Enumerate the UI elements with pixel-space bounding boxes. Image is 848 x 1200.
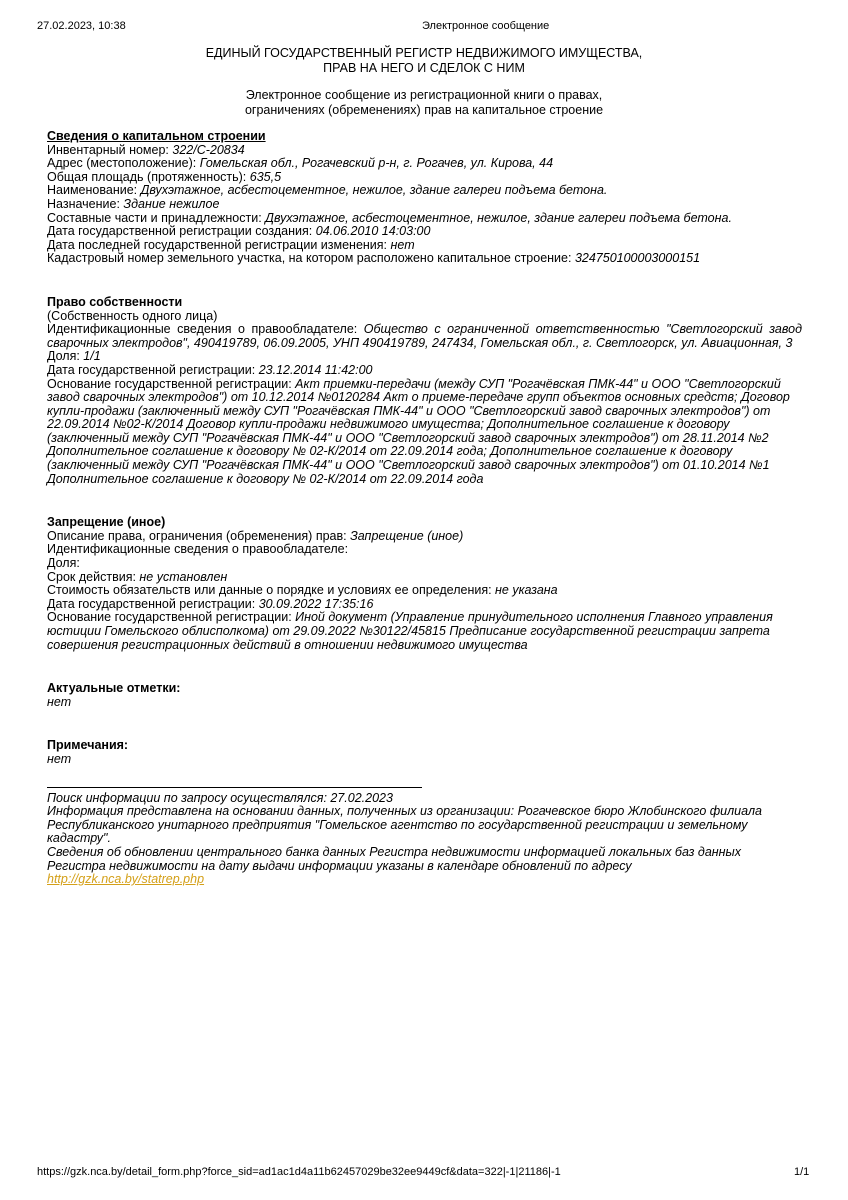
- ownership-reg-date-label: Дата государственной регистрации:: [47, 362, 259, 377]
- prohibition-term-value: не установлен: [139, 569, 228, 584]
- name-label: Наименование:: [47, 183, 141, 198]
- notes-title: Примечания:: [47, 738, 129, 753]
- name-row: [47, 184, 802, 198]
- prohibition-basis-value: Иной документ (Управление принудительного исполнения Главного управления юстиции Гомельского облисполкома) от 29.09.2022 №30122/45815 Предписание государственной регистрации запрета совершения регистрационных действий в отношении недвижимого имущества: [47, 610, 773, 652]
- statrep-link[interactable]: http://gzk.nca.by/statrep.php: [47, 872, 205, 887]
- ownership-basis-label: Основание государственной регистрации:: [47, 376, 296, 391]
- source-info: Информация представлена на основании данных, полученных из организации: Рогачевское бюро Жлобинского филиала Республиканского унитарного предприятия "Гомельское агентство по государственной регистрации и земельному кадастру".: [47, 804, 762, 846]
- prohibition-section: [47, 516, 802, 652]
- ownership-share-value: 1/1: [83, 349, 101, 364]
- actual-marks-title: Актуальные отметки:: [47, 681, 181, 696]
- building-section: [47, 130, 802, 266]
- notes-value: нет: [47, 751, 72, 766]
- spacer: [47, 709, 802, 739]
- reg-created-value: 04.06.2010 14:03:00: [315, 224, 431, 239]
- document-subtitle-line-1: Электронное сообщение из регистрационной книги о правах,: [245, 88, 603, 102]
- print-datetime: 27.02.2023, 10:38: [37, 20, 126, 32]
- cadastral-value: 324750100003000151: [574, 251, 701, 266]
- prohibition-cost-label: Стоимость обязательств или данные о порядке и условиях ее определения:: [47, 583, 496, 598]
- reg-changed-value: нет: [390, 237, 415, 252]
- ownership-section: [47, 296, 802, 486]
- reg-created-label: Дата государственной регистрации создания:: [47, 224, 316, 239]
- address-label: Адрес (местоположение):: [47, 156, 200, 171]
- prohibition-desc-row: [47, 530, 802, 544]
- prohibition-desc-label: Описание права, ограничения (обременения) прав:: [47, 528, 351, 543]
- reg-changed-row: [47, 239, 802, 253]
- spacer: [47, 266, 802, 296]
- parts-label: Составные части и принадлежности:: [47, 210, 266, 225]
- inventory-number-value: 322/C-20834: [172, 142, 245, 157]
- prohibition-cost-row: [47, 584, 802, 598]
- spacer: [47, 652, 802, 682]
- inventory-number-label: Инвентарный номер:: [47, 142, 173, 157]
- purpose-value: Здание нежилое: [123, 196, 220, 211]
- document-title-line-1: ЕДИНЫЙ ГОСУДАРСТВЕННЫЙ РЕГИСТР НЕДВИЖИМОГО ИМУЩЕСТВА,: [205, 46, 643, 60]
- ownership-holder-label: Идентификационные сведения о правообладателе:: [47, 322, 364, 337]
- search-info: Поиск информации по запросу осуществлялся: 27.02.2023: [47, 790, 393, 805]
- ownership-section-title: Право собственности: [47, 294, 183, 309]
- parts-row: [47, 212, 802, 226]
- print-page-title: Электронное сообщение: [422, 20, 550, 32]
- cadastral-label: Кадастровый номер земельного участка, на котором расположено капитальное строение:: [47, 251, 575, 266]
- page-number: 1/1: [794, 1166, 810, 1178]
- page-url: https://gzk.nca.by/detail_form.php?force_sid=ad1ac1d4a11b62457029be32ee9449cf&data=322|-1|21186|-1: [37, 1166, 561, 1178]
- reg-created-row: [47, 225, 802, 239]
- actual-marks-section: [47, 682, 802, 709]
- prohibition-basis-label: Основание государственной регистрации:: [47, 610, 296, 625]
- prohibition-term-label: Срок действия:: [47, 569, 140, 584]
- prohibition-reg-date-row: [47, 598, 802, 612]
- ownership-holder-row: [47, 323, 802, 350]
- ownership-basis-row: [47, 378, 802, 487]
- purpose-label: Назначение:: [47, 196, 124, 211]
- inventory-number-row: [47, 144, 802, 158]
- building-section-title: Сведения о капитальном строении: [47, 129, 266, 143]
- ownership-share-row: [47, 350, 802, 364]
- notes-section: [47, 739, 802, 766]
- parts-value: Двухэтажное, асбестоцементное, нежилое, здание галереи подъема бетона.: [265, 210, 732, 225]
- prohibition-share-label: Доля:: [47, 556, 80, 571]
- footnote-divider: [47, 787, 422, 788]
- prohibition-reg-date-value: 30.09.2022 17:35:16: [258, 596, 374, 611]
- document-title-line-2: ПРАВ НА НЕГО И СДЕЛОК С НИМ: [323, 61, 525, 75]
- prohibition-basis-row: [47, 611, 802, 652]
- document-title: [0, 46, 848, 76]
- prohibition-reg-date-label: Дата государственной регистрации:: [47, 596, 259, 611]
- ownership-reg-date-row: [47, 364, 802, 378]
- name-value: Двухэтажное, асбестоцементное, нежилое, здание галереи подъема бетона.: [140, 183, 608, 198]
- area-value: 635,5: [249, 169, 282, 184]
- ownership-reg-date-value: 23.12.2014 11:42:00: [258, 362, 373, 377]
- area-row: [47, 171, 802, 185]
- cadastral-row: [47, 252, 802, 266]
- purpose-row: [47, 198, 802, 212]
- document-body: [47, 130, 802, 887]
- ownership-share-label: Доля:: [47, 349, 84, 364]
- reg-changed-label: Дата последней государственной регистрации изменения:: [47, 237, 391, 252]
- area-label: Общая площадь (протяженность):: [47, 169, 250, 184]
- ownership-subtype: (Собственность одного лица): [47, 308, 218, 323]
- document-subtitle: [0, 88, 848, 118]
- actual-marks-value: нет: [47, 694, 72, 709]
- footnotes: [47, 792, 802, 887]
- prohibition-section-title: Запрещение (иное): [47, 515, 166, 530]
- address-value: Гомельская обл., Рогачевский р-н, г. Рогачев, ул. Кирова, 44: [199, 156, 554, 171]
- prohibition-holder-label: Идентификационные сведения о правообладателе:: [47, 542, 349, 557]
- prohibition-term-row: [47, 571, 802, 585]
- prohibition-desc-value: Запрещение (иное): [350, 528, 464, 543]
- address-row: [47, 157, 802, 171]
- prohibition-cost-value: не указана: [495, 583, 558, 598]
- document-subtitle-line-2: ограничениях (обременениях) прав на капитальное строение: [244, 103, 604, 117]
- spacer: [47, 486, 802, 516]
- ownership-holder-value: Общество с ограниченной ответственностью "Светлогорский завод сварочных электродов", 490419789, 06.09.2005, УНП 490419789, 247434, Гомельская обл., г. Светлогорск, ул. Авиационная, 3: [47, 322, 802, 350]
- ownership-basis-value: Акт приемки-передачи (между СУП "Рогачёвская ПМК-44" и ООО "Светлогорский завод сварочных электродов") от 10.12.2014 №0120284 Акт о приеме-передаче групп объектов основных средств; Договор купли-продажи (заключенный между СУП "Рогачёвская ПМК-44" и ООО "Светлогорский завод сварочных электродов") от 22.09.2014 №02-К/2014 Договор купли-продажи недвижимого имущества; Дополнительное соглашение к договору (заключенный между СУП "Рогачёвская ПМК-44" и ООО "Светлогорский завод сварочных электродов") от 28.11.2014 №2 Дополнительное соглашение к договору № 02-К/2014 от 22.09.2014 года; Дополнительное соглашение к договору (заключенный между СУП "Рогачёвская ПМК-44" и ООО "Светлогорский завод сварочных электродов") от 01.10.2014 №1 Дополнительное соглашение к договору № 02-К/2014 от 22.09.2014 года: [47, 376, 790, 486]
- update-info: Сведения об обновлении центрального банка данных Регистра недвижимости информацией локальных баз данных Регистра недвижимости на дату выдачи информации указаны в календаре обновлений по адресу: [47, 844, 741, 873]
